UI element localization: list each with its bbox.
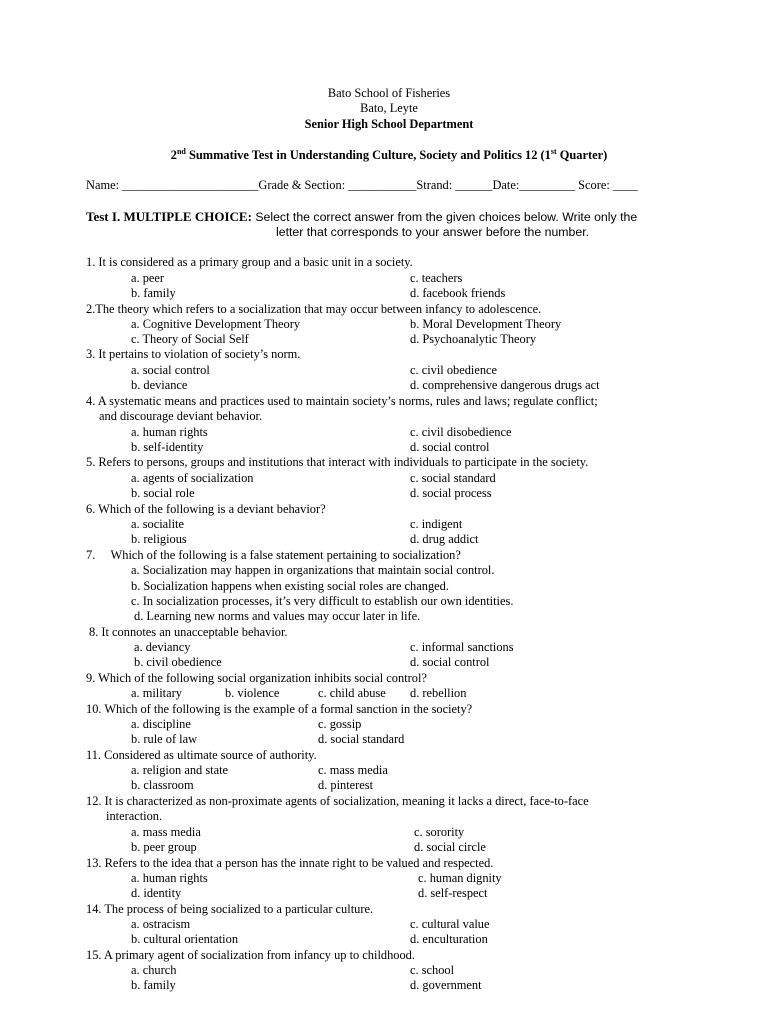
question-3: 3. It pertains to violation of society’s norm. [86, 347, 301, 361]
choice-12c: c. sorority [414, 825, 465, 839]
choice-7d: d. Learning new norms and values may occur later in life. [134, 609, 421, 623]
choice-6a: a. socialite [131, 517, 184, 531]
choice-1d: d. facebook friends [410, 286, 506, 300]
question-15: 15. A primary agent of socialization from infancy up to childhood. [86, 948, 415, 962]
question-11: 11. Considered as ultimate source of authority. [86, 748, 317, 762]
choice-7a: a. Socialization may happen in organizations that maintain social control. [131, 563, 495, 577]
choice-13d-identity: d. identity [131, 886, 182, 900]
choice-15d: d. government [410, 978, 482, 992]
choice-1a: a. peer [131, 271, 165, 285]
school-name: Bato School of Fisheries [327, 86, 451, 100]
choice-9d: d. rebellion [410, 686, 467, 700]
choice-6c: c. indigent [410, 517, 463, 531]
question-12-cont: interaction. [106, 809, 163, 823]
test-title: 2nd Summative Test in Understanding Culture, Society and Politics 12 (1st Quarter) [170, 146, 608, 162]
choice-1b: b. family [131, 286, 176, 300]
choice-14c: c. cultural value [410, 917, 490, 931]
test-label: Test I. MULTIPLE CHOICE: [86, 209, 252, 224]
choice-10c: c. gossip [318, 717, 362, 731]
choice-12d: d. social circle [414, 840, 486, 854]
choice-12b: b. peer group [131, 840, 197, 854]
choice-9c: c. child abuse [318, 686, 386, 700]
choice-2a: a. Cognitive Development Theory [131, 317, 301, 331]
choice-15a: a. church [131, 963, 177, 977]
choice-14b: b. cultural orientation [131, 932, 239, 946]
question-2: 2.The theory which refers to a socialization that may occur between infancy to adolescence. [86, 302, 542, 316]
choice-8b: b. civil obedience [134, 655, 222, 669]
choice-3a: a. social control [131, 363, 210, 377]
question-14: 14. The process of being socialized to a particular culture. [86, 902, 374, 916]
choice-6b: b. religious [131, 532, 187, 546]
choice-4b: b. self-identity [131, 440, 204, 454]
choice-11c: c. mass media [318, 763, 388, 777]
question-4-cont: and discourage deviant behavior. [99, 409, 263, 423]
choice-13d: d. self-respect [418, 886, 488, 900]
choice-10b: b. rule of law [131, 732, 198, 746]
choice-15c: c. school [410, 963, 455, 977]
test-instructions-cont: letter that corresponds to your answer before the number. [276, 225, 590, 239]
choice-7c: c. In socialization processes, it’s very difficult to establish our own identities. [131, 594, 514, 608]
choice-2d: d. Psychoanalytic Theory [410, 332, 537, 346]
choice-4a: a. human rights [131, 425, 208, 439]
question-12: 12. It is characterized as non-proximate agents of socialization, meaning it lacks a direct, face-to-face [86, 794, 589, 808]
choice-14a: a. ostracism [131, 917, 191, 931]
choice-6d: d. drug addict [410, 532, 479, 546]
question-1: 1. It is considered as a primary group and a basic unit in a society. [86, 255, 413, 269]
choice-8d: d. social control [410, 655, 490, 669]
question-9: 9. Which of the following social organization inhibits social control? [86, 671, 427, 685]
choice-15b: b. family [131, 978, 176, 992]
school-location: Bato, Leyte [360, 101, 418, 115]
choice-8a: a. deviancy [134, 640, 191, 654]
choice-10a: a. discipline [131, 717, 191, 731]
choice-13c: c. human dignity [418, 871, 502, 885]
question-7: 7. Which of the following is a false statement pertaining to socialization? [86, 548, 461, 562]
choice-10d: d. social standard [318, 732, 405, 746]
choice-9a: a. military [131, 686, 182, 700]
department-name: Senior High School Department [304, 117, 474, 131]
choice-13a: a. human rights [131, 871, 208, 885]
choice-3b: b. deviance [131, 378, 188, 392]
choice-3d: d. comprehensive dangerous drugs act [410, 378, 600, 392]
question-10: 10. Which of the following is the example of a formal sanction in the society? [86, 702, 473, 716]
choice-7b: b. Socialization happens when existing social roles are changed. [131, 579, 449, 593]
question-8: 8. It connotes an unacceptable behavior. [89, 625, 288, 639]
choice-5c: c. social standard [410, 471, 496, 485]
choice-3c: c. civil obedience [410, 363, 498, 377]
choice-5a: a. agents of socialization [131, 471, 254, 485]
question-4: 4. A systematic means and practices used to maintain society’s norms, rules and laws; regulate conflict; [86, 394, 598, 408]
choice-11d: d. pinterest [318, 778, 374, 792]
question-5: 5. Refers to persons, groups and institutions that interact with individuals to participate in the society. [86, 455, 589, 469]
student-info-line: Name: ______________________Grade & Section: ___________Strand: ______Date:_________ Score: ____ [86, 178, 638, 192]
test-instructions: Select the correct answer from the given choices below. Write only the [251, 210, 638, 224]
choice-11b: b. classroom [131, 778, 194, 792]
choice-11a: a. religion and state [131, 763, 229, 777]
choice-8c: c. informal sanctions [410, 640, 514, 654]
question-13: 13. Refers to the idea that a person has the innate right to be valued and respected. [86, 856, 494, 870]
choice-5d: d. social process [410, 486, 492, 500]
question-6: 6. Which of the following is a deviant behavior? [86, 502, 326, 516]
choice-12a: a. mass media [131, 825, 201, 839]
choice-9b: b. violence [225, 686, 280, 700]
choice-5b: b. social role [131, 486, 195, 500]
choice-4d: d. social control [410, 440, 490, 454]
choice-2c: c. Theory of Social Self [131, 332, 249, 346]
choice-2b: b. Moral Development Theory [410, 317, 562, 331]
test-heading [86, 209, 637, 225]
choice-1c: c. teachers [410, 271, 463, 285]
choice-4c: c. civil disobedience [410, 425, 512, 439]
choice-14d: d. enculturation [410, 932, 488, 946]
